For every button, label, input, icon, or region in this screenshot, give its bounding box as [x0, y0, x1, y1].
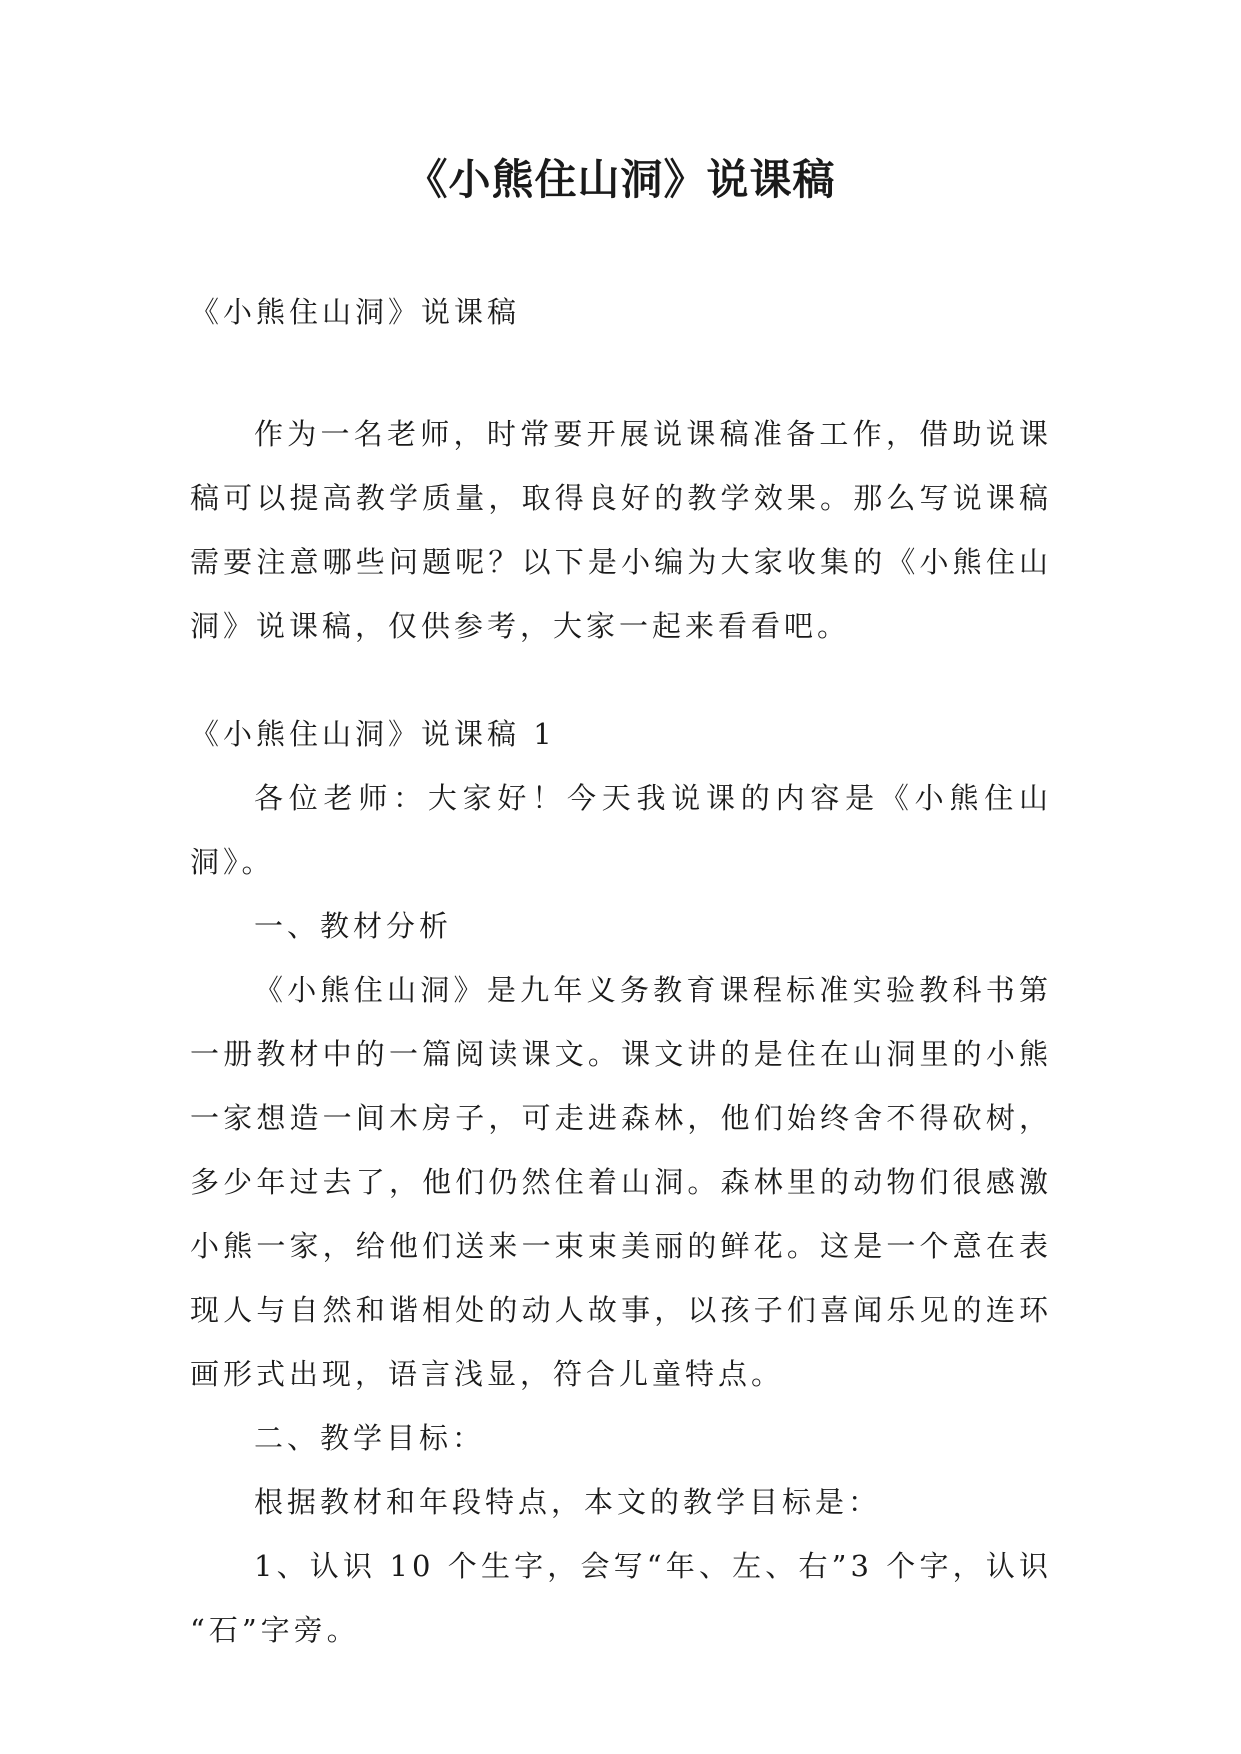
part-heading-teaching-material: 一、教材分析: [254, 909, 453, 943]
objective-line: 1、认识 10 个生字，会写“年、左、右”3 个字，认识: [254, 1549, 1052, 1583]
analysis-line: 一家想造一间木房子，可走进森林，他们始终舍不得砍树，: [190, 1101, 1052, 1135]
document-title: 《小熊住山洞》说课稿: [405, 155, 836, 204]
intro-line: 稿可以提高教学质量，取得良好的教学效果。那么写说课稿: [190, 481, 1052, 515]
section-1: [190, 702, 1052, 1662]
greeting-line: 各位老师：大家好！今天我说课的内容是《小熊住山: [254, 781, 1052, 815]
analysis-line: 现人与自然和谐相处的动人故事，以孩子们喜闻乐见的连环: [190, 1293, 1052, 1327]
intro-line: 作为一名老师，时常要开展说课稿准备工作，借助说课: [254, 417, 1052, 451]
objectives-intro: 根据教材和年段特点，本文的教学目标是：: [254, 1485, 882, 1519]
part-heading-teaching-goals: 二、教学目标：: [254, 1421, 486, 1455]
objective-line: “石”字旁。: [190, 1613, 360, 1647]
subtitle-text: 《小熊住山洞》说课稿: [190, 295, 521, 329]
greeting-line: 洞》。: [190, 845, 275, 879]
analysis-line: 画形式出现，语言浅显，符合儿童特点。: [190, 1357, 785, 1391]
analysis-line: 《小熊住山洞》是九年义务教育课程标准实验教科书第: [254, 973, 1052, 1007]
document-subtitle: [190, 280, 1052, 344]
intro-line: 洞》说课稿，仅供参考，大家一起来看看吧。: [190, 609, 851, 643]
section-heading: 《小熊住山洞》说课稿 1: [190, 717, 556, 751]
analysis-line: 一册教材中的一篇阅读课文。课文讲的是住在山洞里的小熊: [190, 1037, 1052, 1071]
analysis-line: 多少年过去了，他们仍然住着山洞。森林里的动物们很感激: [190, 1165, 1052, 1199]
intro-line: 需要注意哪些问题呢？以下是小编为大家收集的《小熊住山: [190, 545, 1052, 579]
analysis-line: 小熊一家，给他们送来一束束美丽的鲜花。这是一个意在表: [190, 1229, 1052, 1263]
intro-paragraph: [190, 402, 1052, 658]
